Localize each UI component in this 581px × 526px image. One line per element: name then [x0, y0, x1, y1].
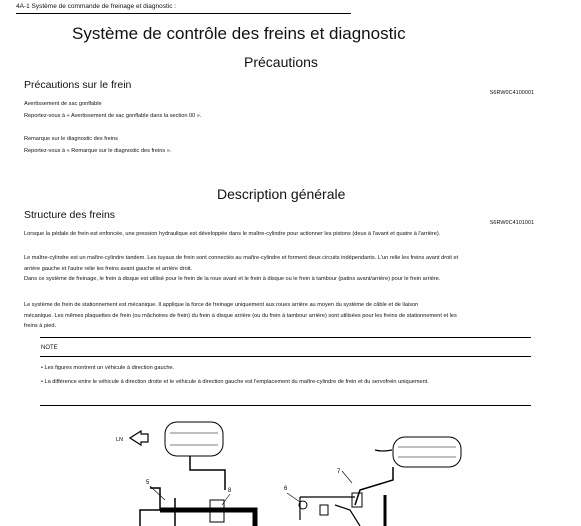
callout-5: 5	[146, 480, 150, 486]
precautions-heading: Précautions	[244, 54, 318, 70]
diag-note-title: Remarque sur le diagnostic des freins	[24, 136, 118, 142]
diag-note-text: Reportez-vous à « Remarque sur le diagnostic des freins ».	[24, 148, 172, 154]
page-title: Système de contrôle des freins et diagnostic	[72, 24, 406, 43]
description-heading: Description générale	[217, 186, 346, 202]
note-bullet-1: • Les figures montrent un véhicule à direction gauche.	[41, 365, 175, 371]
paragraph-3: Le système de frein de stationnement est mécanique. Il applique la force de freinage uniquement aux roues arrière au moyen du système de câble et de liaison mécanique. Les mêmes plaquettes de frein (ou mâchoires de frein) du frein à disque arrière (ou du frein à tambour arrière) sont utilisées pour les freins de stationnement et les freins à pied.	[24, 302, 457, 329]
precautions-code: S6RW0C4100001	[489, 90, 534, 96]
note-bullet-2: • La différence entre le véhicule à direction droite et le véhicule à direction gauche est l'emplacement du maître-cylindre de frein et du servofrein uniquement.	[41, 379, 429, 385]
forward-arrow-icon	[130, 431, 148, 445]
description-code: S6RW0C4101001	[489, 220, 534, 226]
forward-arrow-label: LN	[116, 437, 124, 443]
front-left-tire-shape	[165, 422, 223, 456]
note-label: NOTE	[41, 345, 58, 351]
section-header: 4A-1 Système de commande de freinage et diagnostic :	[16, 3, 177, 10]
callout-6: 6	[284, 486, 288, 492]
paragraph-1: Lorsque la pédale de frein est enfoncée, une pression hydraulique est développée dans le maître-cylindre pour actionner les pistons (deux à l'avant et quatre à l'arrière).	[24, 231, 441, 237]
callout-8: 8	[228, 488, 232, 494]
airbag-warning-title: Avertissement de sac gonflable	[24, 101, 102, 107]
paragraph-2: Le maître-cylindre est un maître-cylindre tandem. Les tuyaux de frein sont connectés au maître-cylindre et forment deux circuits indépendants. L'un relie les freins avant droit et arrière gauche et l'autre relie les freins avant gauche et arrière droit. Dans ce système de freinage, le frein à disque est utilisé pour le frein de la roue avant et le frein à disque ou le frein à tambour (patins avant/arrière) pour le frein arrière.	[24, 255, 459, 282]
precautions-subheading: Précautions sur le frein	[24, 79, 132, 91]
front-right-tire-shape	[393, 437, 461, 467]
airbag-warning-text: Reportez-vous à « Avertissement de sac gonflable dans la section 00 ».	[24, 113, 202, 119]
callout-7: 7	[337, 469, 341, 475]
brake-structure-subheading: Structure des freins	[24, 209, 116, 221]
